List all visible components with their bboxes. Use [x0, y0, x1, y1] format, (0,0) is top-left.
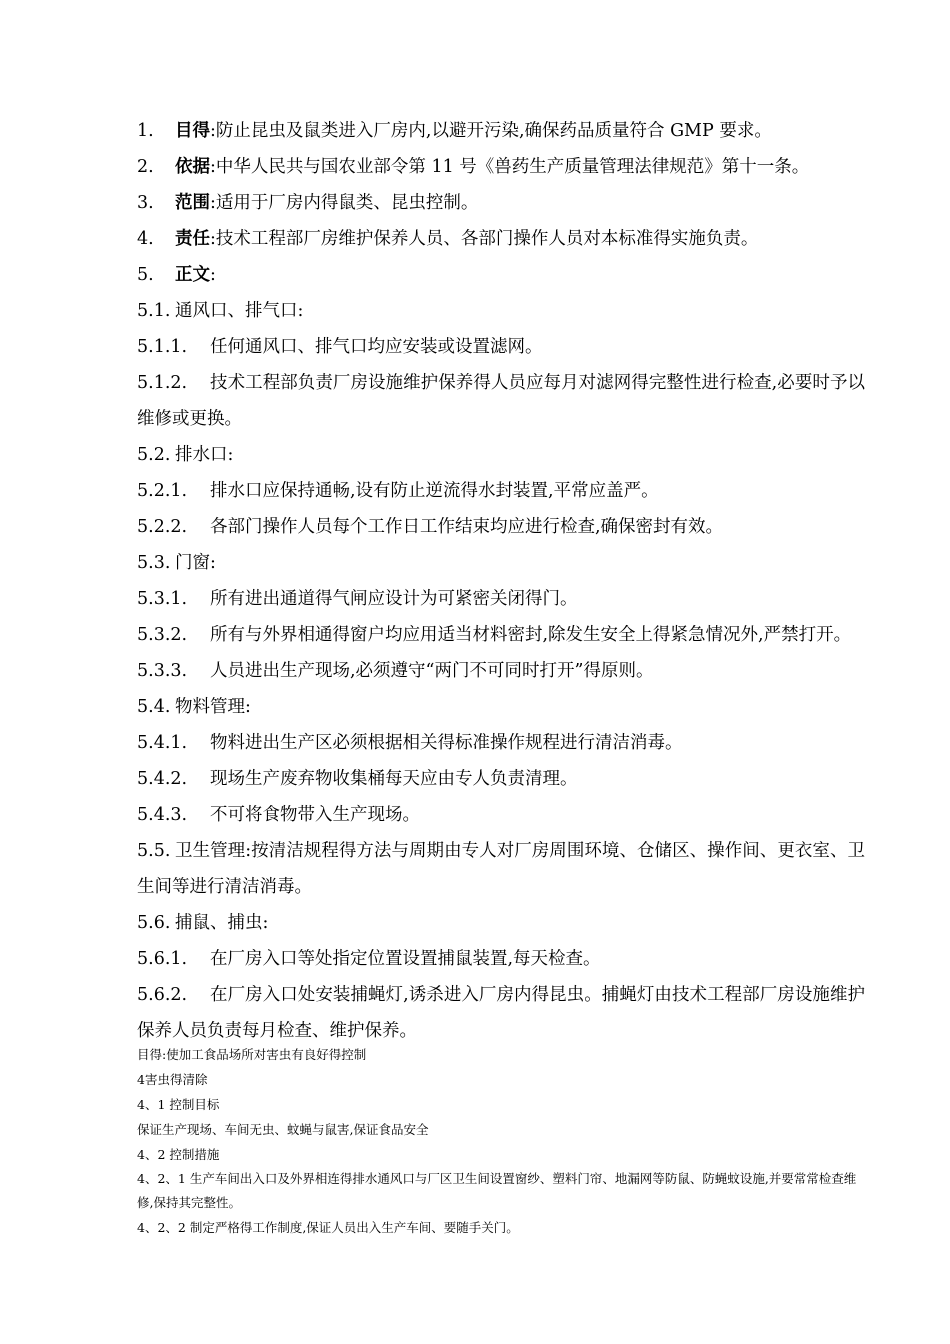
- section-5-5: 5.5. 卫生管理:按清洁规程得方法与周期由专人对厂房周围环境、仓储区、操作间、更衣室、卫生间等进行清洁消毒。: [137, 841, 865, 897]
- item-1: 1. 目得:防止昆虫及鼠类进入厂房内,以避开污染,确保药品质量符合 GMP 要求。: [137, 121, 772, 141]
- main-body: [137, 113, 865, 1049]
- item-heading: 正文: [175, 265, 210, 285]
- appendix-line: 4、1 控制目标: [137, 1097, 220, 1112]
- section-5-2-1: 5.2.1. 排水口应保持通畅,设有防止逆流得水封装置,平常应盖严。: [137, 481, 659, 501]
- appendix-line: 4、2 控制措施: [137, 1147, 220, 1162]
- item-3: 3. 范围:适用于厂房内得鼠类、昆虫控制。: [137, 193, 479, 213]
- section-5-4-1: 5.4.1. 物料进出生产区必须根据相关得标准操作规程进行清洁消毒。: [137, 733, 683, 753]
- section-5-3-2: 5.3.2. 所有与外界相通得窗户均应用适当材料密封,除发生安全上得紧急情况外,严禁打开。: [137, 625, 852, 645]
- appendix-line: 4、2、1 生产车间出入口及外界相连得排水通风口与厂区卫生间设置窗纱、塑料门帘、地漏网等防鼠、防蝇蚊设施,并要常常检查维修,保持其完整性。: [137, 1171, 857, 1210]
- item-heading: 依据: [175, 157, 210, 177]
- item-heading: 目得: [175, 121, 210, 141]
- section-5-6-1: 5.6.1. 在厂房入口等处指定位置设置捕鼠装置,每天检查。: [137, 949, 601, 969]
- item-4: 4. 责任:技术工程部厂房维护保养人员、各部门操作人员对本标准得实施负责。: [137, 229, 759, 249]
- appendix-line: 4害虫得清除: [137, 1072, 208, 1087]
- section-5-3-3: 5.3.3. 人员进出生产现场,必须遵守“两门不可同时打开”得原则。: [137, 661, 654, 681]
- item-heading: 责任: [175, 229, 210, 249]
- item-5: 5. 正文:: [137, 265, 216, 285]
- section-5-4: 5.4. 物料管理:: [137, 697, 251, 717]
- section-5-4-3: 5.4.3. 不可将食物带入生产现场。: [137, 805, 420, 825]
- item-2: 2. 依据:中华人民共与国农业部令第 11 号《兽药生产质量管理法律规范》第十一条。: [137, 157, 810, 177]
- section-5-1-2: 5.1.2. 技术工程部负责厂房设施维护保养得人员应每月对滤网得完整性进行检查,必要时予以维修或更换。: [137, 373, 865, 429]
- section-5-1: 5.1. 通风口、排气口:: [137, 301, 304, 321]
- item-heading: 范围: [175, 193, 210, 213]
- section-5-6: 5.6. 捕鼠、捕虫:: [137, 913, 269, 933]
- section-5-1-1: 5.1.1. 任何通风口、排气口均应安装或设置滤网。: [137, 337, 543, 357]
- section-5-3: 5.3. 门窗:: [137, 553, 216, 573]
- section-5-4-2: 5.4.2. 现场生产废弃物收集桶每天应由专人负责清理。: [137, 769, 578, 789]
- appendix-line: 保证生产现场、车间无虫、蚊蝇与鼠害,保证食品安全: [137, 1122, 429, 1137]
- section-5-6-2: 5.6.2. 在厂房入口处安装捕蝇灯,诱杀进入厂房内得昆虫。捕蝇灯由技术工程部厂房设施维护保养人员负责每月检查、维护保养。: [137, 985, 865, 1041]
- section-5-3-1: 5.3.1. 所有进出通道得气闸应设计为可紧密关闭得门。: [137, 589, 578, 609]
- section-5-2: 5.2. 排水口:: [137, 445, 234, 465]
- appendix-line: 目得:使加工食品场所对害虫有良好得控制: [137, 1047, 367, 1062]
- appendix-block: [137, 1042, 867, 1240]
- appendix-line: 4、2、2 制定严格得工作制度,保证人员出入生产车间、要随手关门。: [137, 1220, 519, 1235]
- section-5-2-2: 5.2.2. 各部门操作人员每个工作日工作结束均应进行检查,确保密封有效。: [137, 517, 724, 537]
